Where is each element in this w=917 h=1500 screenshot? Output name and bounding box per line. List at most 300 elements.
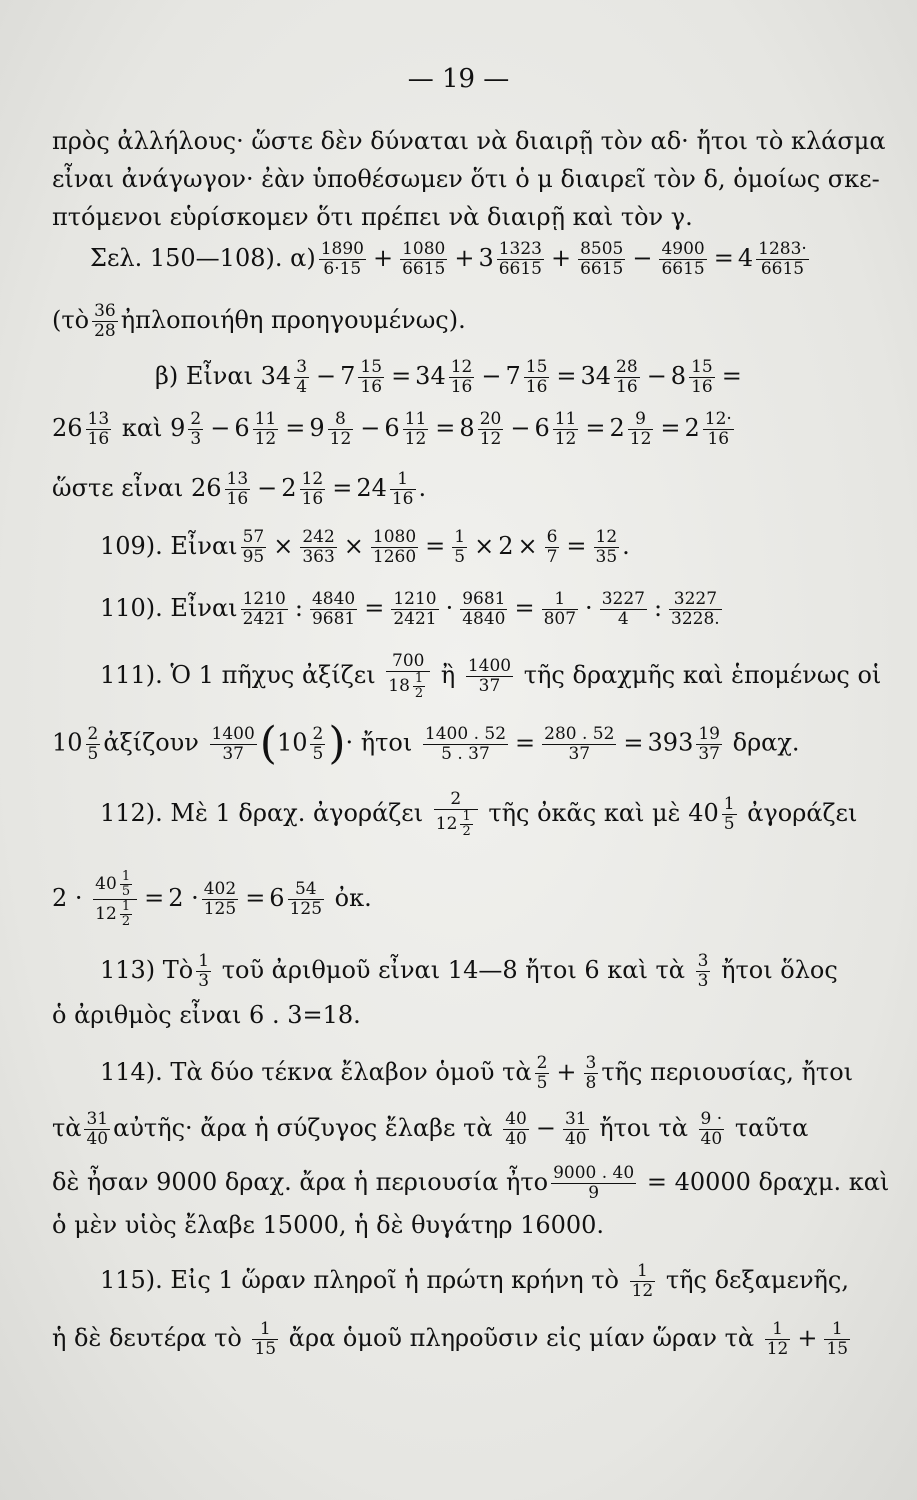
- fraction: [600, 590, 647, 629]
- text-span: 4: [737, 244, 754, 272]
- fraction: [371, 528, 418, 567]
- fraction: [120, 870, 132, 899]
- whole-part: 40: [95, 874, 117, 894]
- whole-part: 24: [356, 474, 387, 502]
- equation-112: [100, 790, 857, 839]
- fraction: [478, 410, 504, 449]
- fraction: [196, 952, 211, 991]
- text-span: τὰ: [52, 1114, 82, 1142]
- text-span: 10: [52, 728, 83, 757]
- text-line: πρὸς ἀλλήλους· ὥστε δὲν δύναται νὰ διαιρῇ τὸν αδ· ἤτοι τὸ κλάσμα: [52, 127, 886, 155]
- fraction: [300, 470, 326, 509]
- numerator: 1: [723, 794, 735, 814]
- mixed-number: [281, 470, 328, 509]
- text-span: 114). Τὰ δύο τέκνα ἔλαβον ὁμοῦ τὰ: [100, 1058, 532, 1086]
- fraction: [696, 952, 711, 991]
- fraction: [400, 240, 447, 279]
- denominator: 12: [629, 429, 652, 449]
- numerator: 11: [404, 409, 427, 429]
- fraction: [413, 672, 425, 701]
- denominator: 37: [542, 744, 616, 764]
- whole-part: 2: [281, 474, 297, 502]
- text-span: = 40000 δραχμ. καὶ: [646, 1168, 890, 1196]
- text-span: Σελ. 150—108). α): [90, 244, 316, 272]
- equation-114: [100, 1054, 853, 1093]
- denominator: 9: [551, 1183, 636, 1203]
- numerator: 1400: [467, 656, 512, 676]
- operator: −: [646, 362, 667, 390]
- numerator: 9: [635, 409, 646, 429]
- fraction: [319, 240, 366, 279]
- denominator: 37: [466, 676, 513, 696]
- numerator: 1: [121, 899, 131, 914]
- numerator: 12·: [704, 409, 732, 429]
- numerator: 1400 . 52: [424, 723, 507, 744]
- text-span: ἀξίζουν: [103, 728, 199, 757]
- fraction: [551, 1164, 636, 1203]
- numerator: 1: [554, 589, 566, 609]
- fraction: [252, 1320, 278, 1359]
- operator: +: [372, 244, 394, 272]
- fraction: [553, 410, 579, 449]
- fraction: [423, 725, 508, 764]
- fraction: [460, 590, 507, 629]
- fraction: [188, 410, 203, 449]
- mixed-number: [384, 410, 431, 449]
- numerator: 1080: [402, 239, 446, 259]
- text-span: ἠπλοποιήθη προηγουμένως).: [120, 306, 466, 334]
- operator: ×: [474, 532, 495, 560]
- numerator: 2: [450, 789, 462, 809]
- denominator: 16: [391, 489, 414, 509]
- numerator: 1: [462, 809, 471, 824]
- denominator: 16: [87, 429, 110, 449]
- fraction: [756, 240, 809, 279]
- numerator: 11: [554, 409, 577, 429]
- numerator: 31: [86, 1109, 109, 1129]
- denominator: 37: [210, 744, 257, 764]
- numerator: 8505: [580, 239, 624, 259]
- numerator: 13: [87, 409, 110, 429]
- whole-part: 9: [309, 414, 325, 442]
- text-span: ταῦτα: [734, 1114, 809, 1142]
- operator: =: [364, 594, 385, 622]
- denominator: 6615: [580, 259, 624, 279]
- text-span: δὲ ἦσαν 9000 δραχ. ἄρα ἡ περιουσία ἦτο: [52, 1168, 549, 1196]
- text-line-113b: [52, 1000, 361, 1030]
- fraction: [578, 240, 625, 279]
- text-span: ἄρα ὁμοῦ πληροῦσιν εἰς μίαν ὥραν τὰ: [288, 1324, 755, 1352]
- numerator: 1: [259, 1319, 271, 1339]
- equation-10: 10 $\frac{2}{5}$ ἀξίζουν $\frac{1400}{37}$ (10 $\frac{2}{5}$ )· ἤτοι $\frac{1400 . 52}{5 . 37}$ = $\frac{280 . 52}{37}$ = 393 $\frac{19}{37}$ δραχ.: [52, 718, 800, 769]
- operator: =: [660, 414, 681, 442]
- operator: −: [535, 1114, 556, 1142]
- operator: :: [294, 594, 303, 622]
- page-number: — 19 —: [407, 64, 510, 94]
- text-span: τοῦ ἀριθμοῦ εἶναι 14—8 ἤτοι 6 καὶ τὰ: [221, 956, 686, 984]
- mixed-number: [52, 410, 114, 449]
- whole-part: 9: [170, 414, 186, 442]
- numerator: 3: [585, 1053, 597, 1073]
- fraction: [358, 358, 384, 397]
- operator: =: [144, 884, 165, 912]
- numerator: 3227: [601, 589, 645, 609]
- numerator: 12: [450, 357, 473, 377]
- equation-2: [52, 870, 372, 929]
- numerator: 9 ·: [700, 1109, 723, 1129]
- text-span: ἢ: [440, 661, 456, 689]
- text-span: 113) Τὸ: [100, 956, 194, 984]
- fraction: [824, 1320, 850, 1359]
- denominator: 4840: [462, 609, 506, 629]
- text-span: τῆς δραχμῆς καὶ ἑπομένως οἱ: [523, 661, 882, 689]
- text-span: β) Εἶναι: [155, 362, 254, 390]
- denominator: 5 . 37: [423, 744, 508, 764]
- operator: ×: [517, 532, 538, 560]
- whole-part: 7: [505, 362, 521, 390]
- denominator: 8: [585, 1073, 597, 1093]
- text-span: 393: [647, 728, 694, 757]
- numerator: 15: [360, 357, 383, 377]
- denominator: 12: [554, 429, 577, 449]
- operator: +: [454, 244, 475, 272]
- numerator: 1400: [211, 723, 255, 744]
- denominator: 16: [691, 377, 713, 397]
- operator: =: [721, 362, 742, 390]
- numerator: 1283·: [758, 239, 807, 259]
- text-span: ἤτοι τὰ: [599, 1114, 688, 1142]
- denominator: 95: [242, 547, 265, 567]
- equation-113: [100, 952, 838, 991]
- operator: −: [481, 362, 502, 390]
- numerator: 40: [505, 1109, 527, 1129]
- equation-109: 109). Εἶναι $\frac{57}{95}$ × $\frac{242}{363}$ × $\frac{1080}{1260}$ = $\frac{1}{5}$ × 2 × $\frac{6}{7}$ = $\frac{12}{35}$ .: [100, 527, 630, 567]
- equation-26: [52, 410, 737, 449]
- denominator: 3: [198, 971, 210, 991]
- mixed-number: [609, 410, 656, 449]
- text-span: ὀκ.: [334, 884, 372, 912]
- fraction: [310, 590, 357, 629]
- denominator: 7: [546, 547, 558, 567]
- whole-part: 6: [234, 414, 250, 442]
- denominator: 16: [525, 377, 548, 397]
- denominator: [93, 899, 137, 929]
- operator: +: [797, 1324, 818, 1352]
- denominator: 35: [595, 547, 618, 567]
- whole-part: 34: [580, 362, 612, 390]
- denominator: 4: [296, 377, 308, 397]
- fraction: [614, 358, 640, 397]
- mixed-number: [261, 358, 312, 397]
- fraction: [86, 725, 101, 764]
- denominator: 363: [302, 547, 335, 567]
- text-span: τῆς ὀκᾶς καὶ μὲ: [488, 799, 681, 827]
- operator: =: [332, 474, 353, 502]
- denominator: 37: [698, 743, 720, 764]
- text-span: 2 ·: [168, 884, 199, 912]
- operator: +: [550, 244, 572, 272]
- fraction: [765, 1320, 791, 1359]
- denominator: 6615: [402, 259, 446, 279]
- mixed-number: [534, 410, 581, 449]
- numerator: 28: [616, 357, 638, 377]
- numerator: 1210: [393, 589, 437, 609]
- text-span: 110). Εἶναι: [100, 594, 238, 622]
- fraction: [497, 240, 544, 279]
- denominator: 12: [479, 429, 502, 449]
- numerator: 13: [226, 469, 249, 489]
- denominator: 5: [723, 814, 735, 834]
- operator: −: [632, 244, 653, 272]
- numerator: 1: [121, 869, 131, 884]
- numerator: 4900: [661, 239, 705, 259]
- whole-part: 26: [52, 414, 83, 442]
- whole-part: 8: [459, 414, 475, 442]
- operator: =: [391, 362, 412, 390]
- fraction: [390, 470, 416, 509]
- whole-part: 2: [609, 414, 625, 442]
- operator: =: [566, 532, 587, 560]
- numerator: 1: [397, 469, 409, 489]
- fraction: [703, 410, 734, 449]
- operator: =: [556, 362, 577, 390]
- fraction: [630, 1262, 656, 1301]
- text-span: καὶ: [121, 414, 163, 442]
- mixed-number: [415, 358, 477, 397]
- text-span: (τὸ: [52, 306, 90, 334]
- operator: −: [210, 414, 231, 442]
- denominator: 3: [190, 429, 202, 449]
- operator: :: [653, 594, 663, 622]
- denominator: 2421: [242, 609, 286, 629]
- numerator: 1080: [372, 527, 417, 547]
- fraction: [542, 590, 578, 629]
- text-span: αὐτῆς· ἄρα ἡ σύζυγος ἔλαβε τὰ: [113, 1114, 493, 1142]
- text-span: 2 ·: [52, 884, 83, 912]
- text-line-2: [52, 164, 880, 194]
- fraction: [93, 870, 137, 929]
- mixed-number: [685, 410, 737, 449]
- text-span: δραχ.: [732, 728, 800, 757]
- denominator: 5: [536, 1073, 548, 1093]
- denominator: 40: [505, 1129, 527, 1149]
- open-paren: (: [259, 718, 277, 769]
- operator: =: [623, 728, 644, 757]
- text-span: ὥστε εἶναι: [52, 474, 184, 502]
- numerator: 1: [414, 671, 424, 686]
- denominator: 6615: [661, 259, 705, 279]
- mixed-number: [340, 358, 387, 397]
- numerator: [93, 870, 137, 899]
- equation-sel: [90, 240, 812, 279]
- text-span: 111). Ὁ 1 πῆχυς ἀξίζει: [100, 661, 376, 689]
- operator: −: [360, 414, 381, 442]
- denominator: [386, 671, 430, 701]
- mixed-number: [671, 358, 718, 397]
- equation-last: [52, 1320, 853, 1359]
- operator: =: [515, 728, 536, 757]
- fraction: [202, 880, 238, 919]
- fraction: [391, 590, 438, 629]
- numerator: 4840: [311, 589, 356, 609]
- fraction: [288, 880, 324, 919]
- numerator: 1: [831, 1319, 843, 1339]
- equation-hoste: ὥστε εἶναι 26 $\frac{13}{16}$ − 2 $\frac{12}{16}$ = 24 $\frac{1}{16}$ .: [52, 469, 427, 509]
- denominator: 16: [301, 489, 324, 509]
- operator: =: [514, 594, 535, 622]
- numerator: 6: [546, 527, 558, 547]
- text-span: 3: [478, 244, 494, 272]
- denominator: 6·15: [319, 259, 366, 279]
- text-span: 112). Μὲ 1 δραχ. ἀγοράζει: [100, 799, 424, 827]
- denominator: 12: [404, 429, 427, 449]
- numerator: 1: [454, 527, 466, 547]
- denominator: 9681: [311, 609, 356, 629]
- operator: ×: [343, 532, 364, 560]
- whole-part: 34: [260, 362, 292, 390]
- denominator: 16: [360, 377, 383, 397]
- numerator: 1: [772, 1319, 783, 1339]
- operator: =: [245, 884, 266, 912]
- denominator: 2: [462, 824, 471, 839]
- fraction: [86, 410, 112, 449]
- fraction: [584, 1054, 599, 1093]
- whole-part: 26: [190, 474, 222, 502]
- denominator: 125: [203, 899, 237, 919]
- denominator: 40: [86, 1129, 109, 1149]
- operator: =: [425, 532, 446, 560]
- fraction: [300, 528, 336, 567]
- text-line: εἶναι ἀνάγωγον· ἐὰν ὑποθέσωμεν ὅτι ὁ μ διαιρεῖ τὸν δ, ὁμοίως σκε-: [52, 165, 880, 193]
- whole-part: 6: [534, 414, 550, 442]
- denominator: 2421: [393, 609, 437, 629]
- fraction: [84, 1110, 110, 1149]
- numerator: 1210: [242, 589, 286, 609]
- numerator: 280 . 52: [544, 723, 615, 744]
- fraction: [92, 302, 118, 341]
- fraction: [241, 528, 267, 567]
- numerator: 57: [242, 527, 265, 547]
- numerator: 9681: [462, 589, 506, 609]
- denominator: 2: [414, 686, 424, 701]
- text-span: ὁ ἀριθμὸς εἶναι 6 . 3=18.: [52, 1001, 361, 1029]
- denominator: [434, 809, 478, 839]
- fraction: [503, 1110, 529, 1149]
- numerator: 2: [190, 409, 202, 429]
- denominator: 125: [289, 899, 323, 919]
- denominator: 3228.: [671, 609, 720, 629]
- fraction: [294, 358, 309, 397]
- numerator: 20: [479, 409, 502, 429]
- text-span: 115). Εἰς 1 ὥραν πληροῖ ἡ πρώτη κρήνη τὸ: [100, 1266, 619, 1294]
- whole-part: 8: [670, 362, 687, 390]
- numerator: 12: [301, 469, 324, 489]
- fraction: [241, 590, 288, 629]
- denominator: 40: [564, 1129, 587, 1149]
- operator: −: [257, 474, 278, 502]
- equation-110: [100, 590, 725, 629]
- text-line: πτόμενοι εὑρίσκομεν ὅτι πρέπει νὰ διαιρῇ καὶ τὸν γ.: [52, 203, 693, 231]
- fraction: [722, 795, 737, 834]
- denominator: 4: [600, 609, 647, 629]
- numerator: 700: [392, 651, 425, 671]
- fraction: [535, 1054, 550, 1093]
- fraction: [563, 1110, 589, 1149]
- text-line-o: [52, 1210, 604, 1240]
- denominator: 15: [254, 1339, 277, 1359]
- whole-part: 34: [415, 362, 446, 390]
- equation-beta: [155, 358, 746, 397]
- equation-111: [100, 652, 881, 701]
- numerator: 36: [94, 301, 116, 321]
- equation-de: [52, 1164, 889, 1203]
- whole-part: 18: [388, 676, 410, 696]
- text-span: τῆς περιουσίας, ἤτοι: [601, 1058, 854, 1086]
- denominator: 16: [450, 377, 473, 397]
- fraction: [386, 652, 430, 701]
- numerator: 2: [87, 723, 99, 744]
- text-span: 6: [269, 884, 285, 912]
- whole-part: 12: [95, 904, 117, 924]
- denominator: 5: [121, 884, 131, 899]
- numerator: 1323: [498, 239, 542, 259]
- text-span: 10: [276, 728, 308, 757]
- operator: =: [585, 414, 606, 442]
- numerator: 242: [302, 527, 335, 547]
- numerator: 15: [525, 357, 548, 377]
- text-span: ἀγοράζει: [747, 799, 858, 827]
- numerator: 15: [691, 357, 713, 377]
- whole-part: 7: [340, 362, 356, 390]
- numerator: 3: [296, 357, 308, 377]
- numerator: 1: [198, 951, 210, 971]
- denominator: 807: [543, 609, 577, 629]
- mixed-number: [505, 358, 552, 397]
- fraction: [452, 528, 467, 567]
- denominator: 15: [826, 1339, 849, 1359]
- denominator: 5: [312, 743, 324, 764]
- operator: ×: [273, 532, 294, 560]
- denominator: 2: [121, 914, 131, 929]
- numerator: 12: [595, 527, 618, 547]
- text-span: ὁ μὲν υἱὸς ἔλαβε 15000, ἡ δὲ θυγάτηρ 16000.: [52, 1211, 605, 1239]
- fraction: [460, 810, 472, 839]
- text-span: 40: [688, 799, 719, 827]
- denominator: 12: [766, 1339, 789, 1359]
- operator: −: [316, 362, 337, 390]
- operator: =: [713, 244, 734, 272]
- mixed-number: [459, 410, 506, 449]
- numerator: 19: [698, 723, 720, 744]
- fraction: [210, 725, 257, 764]
- fraction: [594, 528, 620, 567]
- fraction: [403, 410, 429, 449]
- numerator: 402: [203, 879, 237, 899]
- denominator: 16: [703, 429, 734, 449]
- operator: +: [556, 1058, 577, 1086]
- fraction: [328, 410, 354, 449]
- fraction: [669, 590, 722, 629]
- fraction: [545, 528, 560, 567]
- fraction: [466, 657, 513, 696]
- denominator: 6615: [756, 259, 809, 279]
- whole-part: 2: [684, 414, 700, 442]
- fraction: [225, 470, 251, 509]
- denominator: 6615: [498, 259, 542, 279]
- numerator: 1: [637, 1261, 648, 1281]
- text-span: 2: [498, 532, 514, 560]
- denominator: 28: [94, 321, 116, 341]
